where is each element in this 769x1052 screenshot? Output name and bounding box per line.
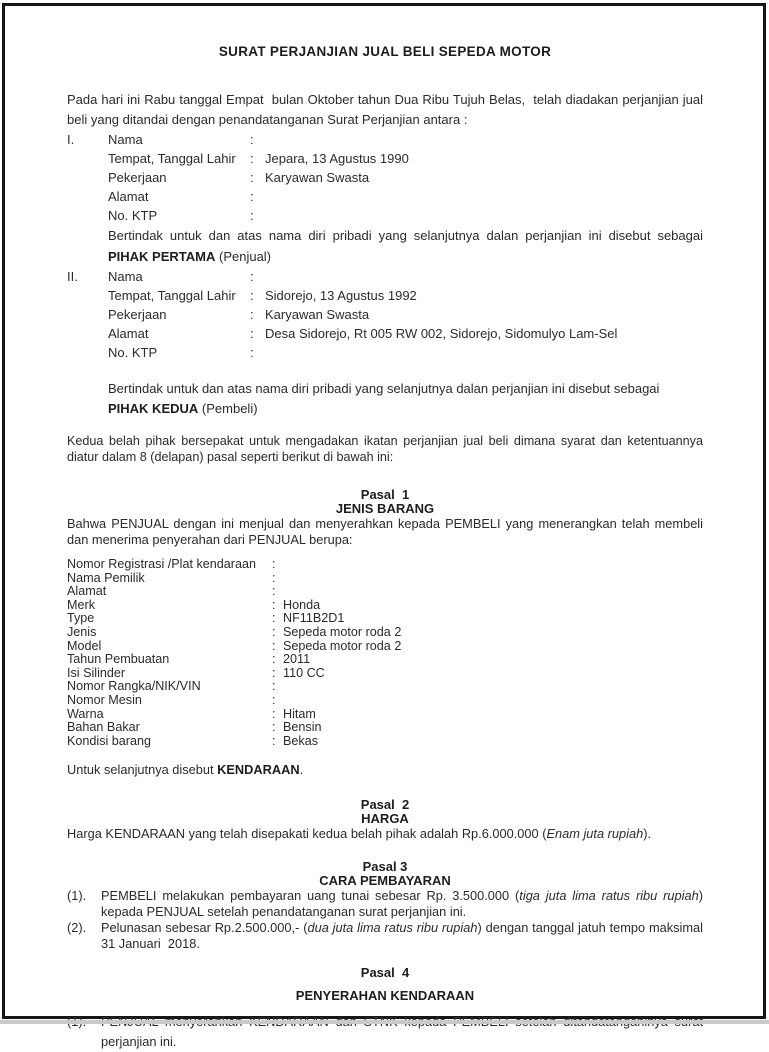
vehicle-field-row [67, 599, 703, 613]
party-numeral: I. [67, 132, 75, 147]
field-colon: : [272, 584, 276, 599]
field-value [265, 206, 703, 225]
field-colon: : [272, 611, 276, 626]
party-role-suffix: (Pembeli) [198, 401, 258, 416]
field-value: Hitam [283, 706, 316, 721]
pasal1-body: Bahwa PENJUAL dengan ini menjual dan menyerahkan kepada PEMBELI yang menerangkan telah membeli dan menerima penyerahan dari PENJUAL berupa: [67, 516, 707, 547]
agreement-clause: Kedua belah pihak bersepakat untuk mengadakan ikatan perjanjian jual beli dimana syarat dan ketentuannya diatur dalam 8 (delapan) pasal seperti berikut di bawah ini: [67, 434, 707, 464]
page-bottom-edge [0, 1020, 769, 1024]
field-label: Alamat [67, 584, 107, 599]
closing-bold: KENDARAAN [217, 762, 300, 778]
field-value [265, 130, 703, 149]
vehicle-field-row [67, 626, 703, 640]
party-field-row [67, 187, 703, 206]
field-label: Nomor Rangka/NIK/VIN [67, 679, 201, 694]
field-colon: : [250, 269, 254, 284]
field-colon: : [250, 151, 254, 166]
clause-number: (1). [67, 887, 87, 903]
price-words: Enam juta rupiah [546, 826, 644, 842]
field-label: Alamat [108, 189, 149, 204]
field-value [283, 694, 703, 708]
field-value: Bekas [283, 733, 319, 748]
field-value: NF11B2D1 [283, 611, 345, 626]
party-acting-clause [108, 225, 707, 267]
field-colon: : [272, 706, 276, 721]
field-label: Tempat, Tanggal Lahir [108, 151, 236, 166]
field-value: Karyawan Swasta [265, 170, 370, 185]
party-role: PIHAK KEDUA [108, 401, 199, 416]
field-colon: : [250, 208, 254, 223]
vehicle-field-row [67, 572, 703, 586]
field-colon: : [272, 557, 276, 571]
field-value: 2011 [283, 652, 311, 667]
field-colon: : [272, 638, 276, 653]
party-role: PIHAK PERTAMA [108, 249, 216, 264]
field-colon: : [272, 597, 276, 612]
field-colon: : [272, 679, 276, 694]
field-label: Pekerjaan [108, 170, 167, 185]
field-value [283, 585, 703, 599]
field-value [283, 558, 703, 572]
clause-text: Pelunasan sebesar Rp.2.500.000,- (dua juta lima ratus ribu rupiah) dengan tanggal jatuh tempo maksimal 31 Januari 2018. [101, 919, 707, 951]
field-label: Tempat, Tanggal Lahir [108, 288, 236, 303]
field-colon: : [250, 307, 254, 322]
field-value: Sidorejo, 13 Agustus 1992 [265, 288, 417, 303]
field-value [265, 267, 703, 286]
pasal1-heading: Pasal 1 [360, 487, 410, 502]
pasal2-subheading: HARGA [361, 811, 409, 827]
document-title: SURAT PERJANJIAN JUAL BELI SEPEDA MOTOR [218, 44, 552, 59]
field-colon: : [272, 652, 276, 667]
vehicle-closing-line [67, 762, 703, 777]
pasal4-subheading: PENYERAHAN KENDARAAN [295, 987, 475, 1003]
vehicle-field-row [67, 558, 703, 572]
pasal4-items [67, 1012, 703, 1052]
field-label: Isi Silinder [67, 665, 126, 680]
field-colon: : [272, 624, 276, 639]
field-value [265, 187, 703, 206]
pasal2-body [67, 826, 703, 842]
field-label: Jenis [67, 624, 97, 639]
amount-words: dua juta lima ratus ribu rupiah [307, 919, 478, 935]
acting-text: Bertindak untuk dan atas nama diri pribadi yang selanjutnya dalan perjanjian ini disebut sebagai [108, 228, 707, 243]
party-numeral: II. [67, 269, 78, 284]
field-colon: : [272, 570, 276, 585]
field-value [265, 343, 703, 362]
party-field-row [67, 168, 703, 187]
field-colon: : [250, 326, 254, 341]
pasal3-subheading: CARA PEMBAYARAN [319, 872, 451, 888]
vehicle-field-row [67, 667, 703, 681]
price-text: Harga KENDARAAN yang telah disepakati kedua belah pihak adalah Rp.6.000.000 ( [67, 826, 547, 842]
field-colon: : [250, 132, 254, 147]
party-field-row [67, 267, 703, 286]
party-field-row [67, 286, 703, 305]
pasal3-heading: Pasal 3 [362, 858, 408, 874]
party-second-section [67, 267, 703, 419]
closing-prefix: Untuk selanjutnya disebut [67, 762, 218, 778]
field-colon: : [250, 345, 254, 360]
field-label: Merk [67, 597, 95, 612]
field-label: Warna [67, 706, 104, 721]
vehicle-field-row [67, 694, 703, 708]
field-colon: : [250, 170, 254, 185]
field-label: Kondisi barang [67, 733, 152, 748]
field-label: Nomor Registrasi /Plat kendaraan [67, 557, 256, 571]
field-value: Sepeda motor roda 2 [283, 638, 402, 653]
clause-text: perjanjian ini. [101, 1033, 177, 1049]
field-value: 110 CC [283, 665, 325, 680]
numbered-clause [67, 1012, 703, 1052]
field-label: Nomor Mesin [67, 692, 142, 707]
pasal2-heading: Pasal 2 [360, 797, 410, 813]
field-colon: : [272, 692, 276, 707]
pasal1-subheading: JENIS BARANG [335, 501, 435, 516]
field-label: Nama Pemilik [67, 570, 145, 585]
party-acting-clause: Bertindak untuk dan atas nama diri pribadi yang selanjutnya dalan perjanjian ini disebut sebagai [108, 381, 660, 396]
field-value: Bensin [283, 720, 322, 735]
vehicle-field-row [67, 708, 703, 722]
field-label: No. KTP [108, 208, 158, 223]
vehicle-field-row [67, 640, 703, 654]
field-label: Bahan Bakar [67, 720, 140, 735]
field-value [283, 680, 703, 694]
party-field-row [67, 149, 703, 168]
numbered-clause [67, 887, 707, 920]
clause-number [67, 1012, 101, 1052]
intro-paragraph: Pada hari ini Rabu tanggal Empat bulan Oktober tahun Dua Ribu Tujuh Belas, telah diadakan perjanjian jual beli yang ditandai dengan penandatanganan Surat Perjanjian antara : [67, 92, 707, 127]
field-colon: : [272, 733, 276, 748]
party-field-row [67, 130, 703, 149]
field-label: Nama [108, 132, 143, 147]
pasal3-items [67, 887, 707, 952]
vehicle-field-row [67, 721, 703, 735]
field-value [283, 572, 703, 586]
vehicle-detail-list [67, 558, 703, 748]
price-suffix: ). [643, 826, 652, 842]
field-colon: : [272, 720, 276, 735]
field-value: Desa Sidorejo, Rt 005 RW 002, Sidorejo, Sidomulyo Lam-Sel [265, 326, 618, 341]
numbered-clause [67, 919, 707, 952]
party-role-line [108, 399, 703, 419]
field-label: Tahun Pembuatan [67, 652, 170, 667]
field-value: Honda [283, 597, 321, 612]
clause-number: (2). [67, 919, 87, 935]
field-label: No. KTP [108, 345, 158, 360]
page-border-frame [2, 3, 766, 1049]
vehicle-field-row [67, 680, 703, 694]
field-label: Nama [108, 269, 143, 284]
closing-suffix: . [299, 762, 304, 778]
field-label: Model [67, 638, 102, 653]
vehicle-field-row [67, 653, 703, 667]
field-colon: : [272, 665, 276, 680]
field-colon: : [250, 189, 254, 204]
vehicle-field-row [67, 735, 703, 749]
party-role-suffix: (Penjual) [215, 249, 272, 264]
field-value: Sepeda motor roda 2 [283, 624, 402, 639]
field-label: Alamat [108, 326, 149, 341]
vehicle-field-row [67, 612, 703, 626]
party-first-section [67, 130, 707, 267]
amount-words: tiga juta lima ratus ribu rupiah [519, 887, 699, 903]
vehicle-field-row [67, 585, 703, 599]
party-field-row [67, 343, 703, 362]
party-field-row [67, 206, 703, 225]
field-colon: : [250, 288, 254, 303]
party-field-row [67, 305, 703, 324]
page-content [5, 6, 763, 1049]
field-label: Pekerjaan [108, 307, 167, 322]
field-value: Karyawan Swasta [265, 307, 370, 322]
pasal4-heading: Pasal 4 [360, 964, 410, 980]
field-value: Jepara, 13 Agustus 1990 [265, 151, 409, 166]
party-field-row [67, 324, 703, 343]
field-label: Type [67, 611, 95, 626]
clause-text: PEMBELI melakukan pembayaran uang tunai sebesar Rp. 3.500.000 (tiga juta lima ratus ribu rupiah) kepada PENJUAL setelah penandatanganan surat perjanjian ini. [101, 887, 707, 919]
